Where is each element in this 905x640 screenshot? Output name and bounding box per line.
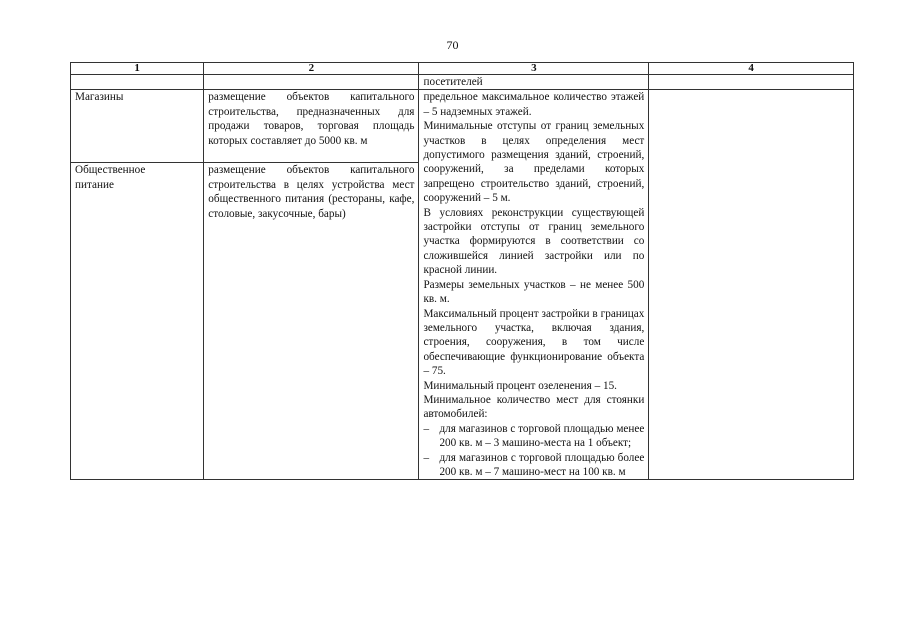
table-row <box>71 90 854 480</box>
param-plot-size: Размеры земельных участков – не менее 500 кв. м. <box>423 278 645 306</box>
continuation-cell: посетителей <box>419 75 649 90</box>
parking-item-small: для магазинов с торговой площадью менее 200 кв. м – 3 машино-места на 1 объект; <box>439 422 645 450</box>
param-floors: предельное максимальное количество этажей – 5 надземных этажей. <box>423 91 645 118</box>
param-greenery: Минимальный процент озеленения – 15. <box>423 379 617 392</box>
use-description-shops: размещение объектов капитального строительства, предназначенных для продажи товаров, торговая площадь которых составляет до 5000 кв. м <box>208 91 415 147</box>
notes-cell <box>649 90 854 480</box>
param-setbacks: Минимальные отступы от границ земельных участков в целях определения мест допустимого размещения зданий, строений, сооружений, за пределами которых запрещено строительство зданий, строений, сооружений – 5 м. <box>423 120 645 205</box>
parking-item-large: для магазинов с торговой площадью более 200 кв. м – 7 машино-мест на 100 кв. м <box>439 451 645 478</box>
header-cell-2: 2 <box>204 63 419 75</box>
header-cell-1: 1 <box>71 63 204 75</box>
list-item <box>423 451 644 480</box>
table-header-row <box>71 63 854 75</box>
param-reconstruction: В условиях реконструкции существующей застройки отступы от границ земельного участка формируются в соответствии со сложившейся линией застройки или по красной линии. <box>423 206 645 277</box>
use-name-catering: Общественное питание <box>75 164 146 191</box>
continuation-row <box>71 75 854 90</box>
parameters-cell <box>419 90 649 480</box>
page-number: 70 <box>446 38 459 52</box>
header-cell-3: 3 <box>419 63 649 75</box>
regulation-table <box>70 62 854 480</box>
dash-marker: – <box>423 422 430 435</box>
param-parking: Минимальное количество мест для стоянки автомобилей: <box>423 393 645 421</box>
header-cell-4: 4 <box>649 63 854 75</box>
list-item <box>423 422 644 451</box>
use-name-shops: Магазины <box>75 91 124 104</box>
dash-marker: – <box>423 451 430 464</box>
use-description-catering: размещение объектов капитального строительства в целях устройства мест общественного питания (рестораны, кафе, столовые, закусочные, бары) <box>208 164 415 220</box>
param-coverage: Максимальный процент застройки в границах земельного участка, включая здания, строения, сооружения, в том числе обеспечивающие функционирование объекта – 75. <box>423 307 645 378</box>
